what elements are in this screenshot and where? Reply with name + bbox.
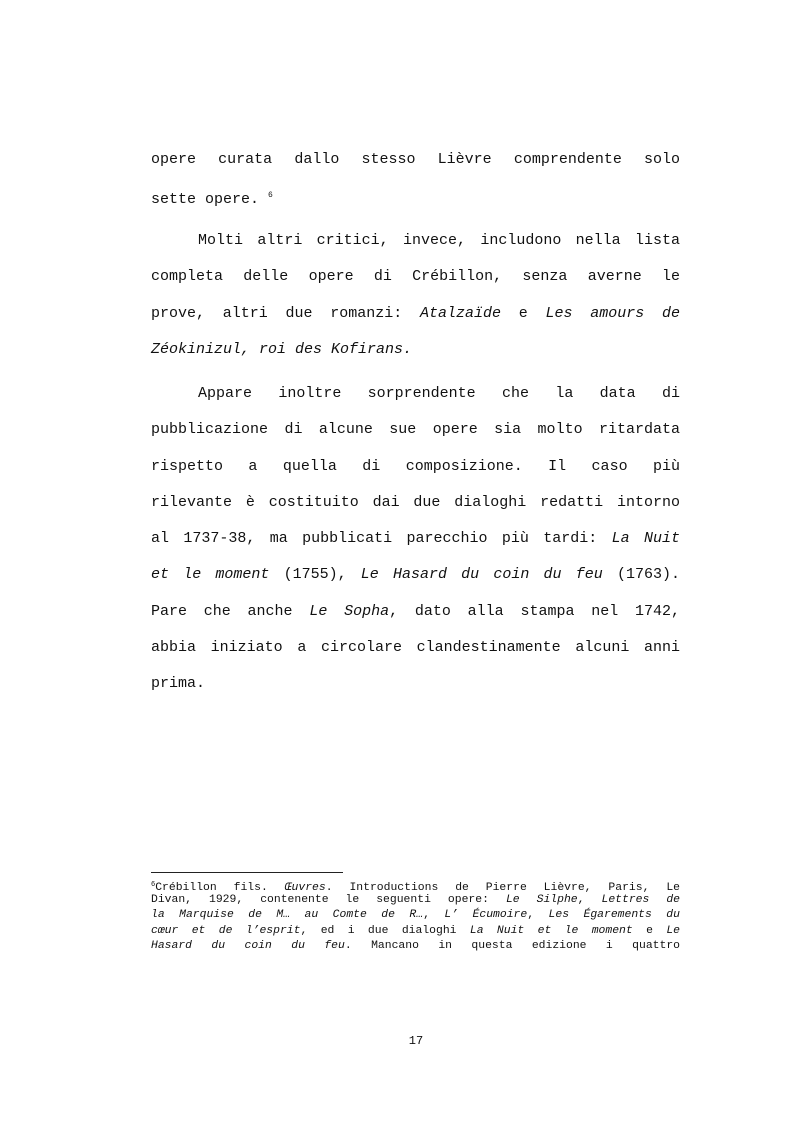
text-segment: ,	[577, 894, 585, 907]
title-le-sopha: Le Sopha	[309, 602, 390, 620]
text-segment: ,	[527, 909, 535, 922]
footnote	[151, 878, 680, 954]
title-lettres: Lettres de	[601, 894, 681, 907]
footnote-line	[151, 924, 680, 939]
text-segment: . Mancano in questa edizione i quattro	[344, 939, 680, 952]
text-segment: e	[518, 304, 528, 322]
title-egarements: Les Égarements du	[548, 909, 680, 922]
paragraph-2	[151, 223, 680, 368]
footnote-separator	[151, 872, 343, 873]
text-segment: . Introductions de Pierre Lièvre, Paris, Le	[325, 882, 680, 894]
title-la-nuit: La Nuit	[611, 530, 680, 548]
title-le-hasard: Le Hasard du coin du feu	[360, 566, 603, 584]
title-lettres-cont: la Marquise de M… au Comte de R…	[151, 909, 424, 922]
title-les-amours-cont: Zéokinizul, roi des Kofirans.	[151, 340, 413, 358]
footnote-line	[151, 893, 680, 908]
title-ecumoire: L’ Écumoire	[444, 909, 528, 922]
text-line	[151, 178, 680, 214]
text-line: opere curata dallo stesso Lièvre comprendente solo	[151, 151, 680, 168]
text-segment: Crébillon fils.	[155, 882, 268, 894]
text-segment: prove, altri due romanzi:	[151, 304, 403, 322]
footnote-line	[151, 939, 680, 954]
title-la-nuit-fn: La Nuit et le moment	[469, 924, 633, 937]
title-le-silphe: Le Silphe	[505, 894, 578, 907]
text-segment: Divan, 1929, contenente le seguenti opere:	[151, 894, 489, 907]
paragraph-1	[151, 142, 680, 215]
footnote-line	[151, 878, 680, 893]
text-segment: , ed i due dialoghi	[300, 924, 457, 937]
text-line: completa delle opere di Crébillon, senza averne le	[151, 268, 680, 286]
title-les-amours: Les amours de	[545, 304, 680, 322]
text-segment: (1763).	[616, 566, 680, 584]
title-oeuvres: Œuvres	[284, 882, 326, 894]
text-line: rilevante è costituito dai due dialoghi redatti intorno	[151, 493, 680, 511]
text-line: Appare inoltre sorprendente che la data di	[198, 385, 680, 402]
paragraph-3	[151, 376, 680, 703]
title-egarements-cont: cœur et de l’esprit	[151, 924, 301, 937]
text-segment: (1755),	[283, 566, 347, 584]
text-line: prima.	[151, 675, 206, 693]
footnote-reference: 6	[268, 191, 273, 201]
text-line: abbia iniziato a circolare clandestinamente alcuni anni	[151, 639, 680, 657]
text-line	[151, 332, 680, 368]
page-number: 17	[408, 1034, 424, 1048]
footnote-line	[151, 908, 680, 923]
text-line	[151, 521, 680, 557]
text-segment: al 1737-38, ma pubblicati parecchio più tardi:	[151, 530, 598, 548]
title-le-hasard-fn: Le	[666, 924, 680, 937]
title-hasard-cont: Hasard du coin du feu	[151, 939, 345, 952]
text-segment: Pare che anche	[151, 602, 293, 620]
text-line	[151, 557, 680, 593]
text-line: pubblicazione di alcune sue opere sia molto ritardata	[151, 421, 680, 439]
title-et-le-moment: et le moment	[151, 566, 270, 584]
text-segment: , dato alla stampa nel 1742,	[389, 602, 680, 620]
text-line	[151, 594, 680, 630]
text-line: Molti altri critici, invece, includono nella lista	[198, 232, 680, 249]
text-segment: ,	[423, 909, 430, 922]
title-atalzaide: Atalzaïde	[419, 304, 501, 322]
text-segment: e	[646, 924, 653, 937]
footnote-number: 6	[151, 881, 156, 889]
text-segment: sette opere.	[151, 191, 260, 209]
text-line	[151, 296, 680, 332]
text-line: rispetto a quella di composizione. Il caso più	[151, 457, 680, 475]
